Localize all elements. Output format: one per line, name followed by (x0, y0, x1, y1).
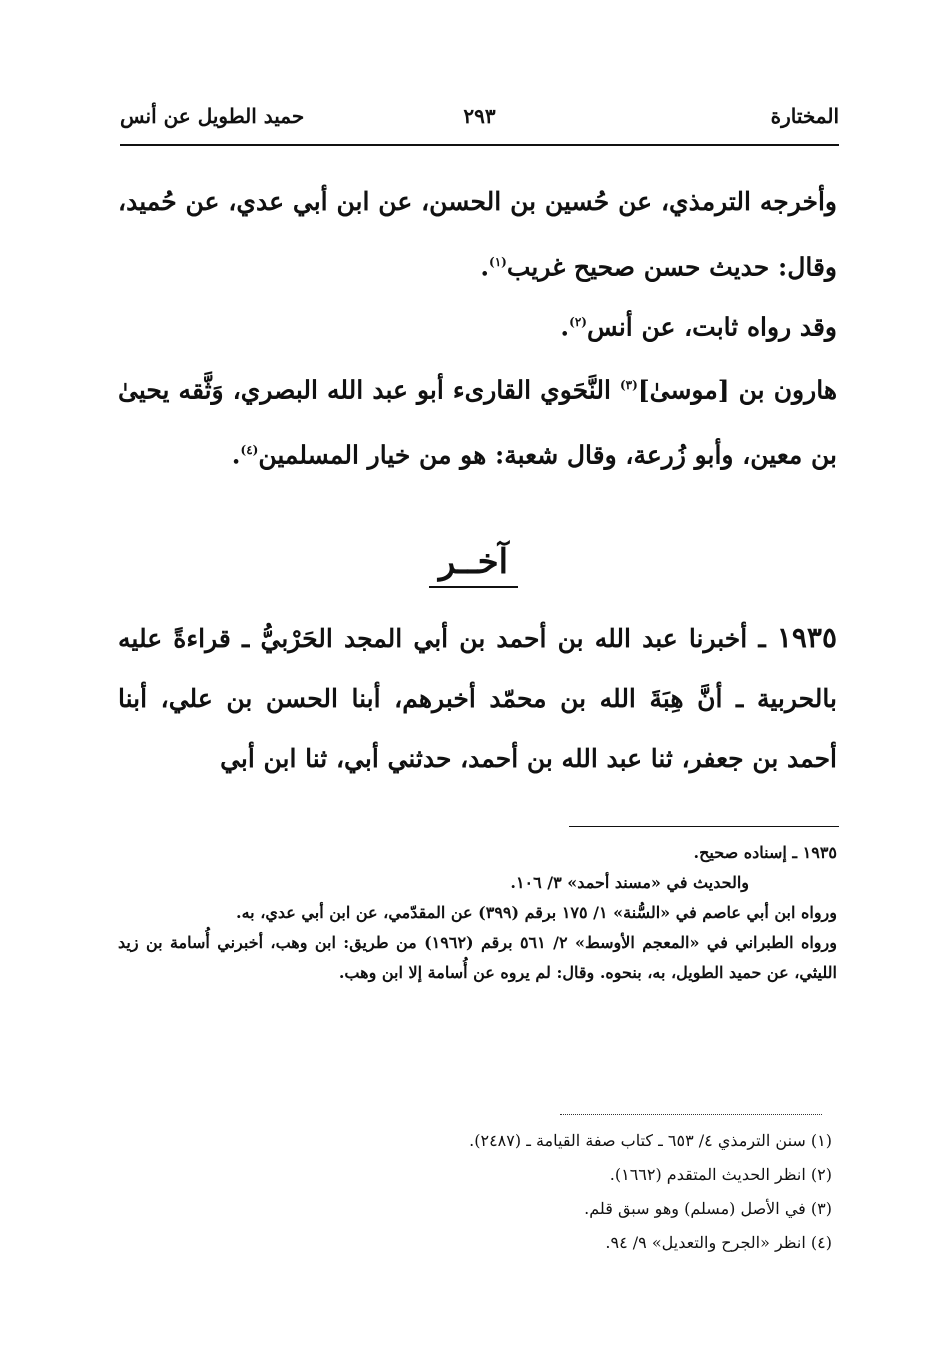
footnote-ref: (٤) (240, 443, 259, 458)
note-line: ورواه الطبراني في «المعجم الأوسط» ٢/ ٥٦١ برقم (١٩٦٢) من طريق: ابن وهب، أخبرني أُسامة بن زيد الليثي، عن حميد الطويل، به، بنحوه. وقال: لم يروه عن أُسامة إلا ابن وهب. (118, 933, 837, 982)
footnote: (٢) انظر الحديث المتقدم (١٦٦٢). (609, 1165, 832, 1184)
footnote-ref: (٢) (569, 315, 587, 329)
hadith-number: ١٩٣٥ (776, 621, 837, 654)
footnote-ref: (١) (489, 255, 507, 269)
paragraph-thabit (118, 292, 837, 357)
paragraph-text: هارون بن [موسىٰ] (637, 375, 838, 405)
section-title: حميد الطويل عن أنس (120, 104, 305, 128)
book-title: المختارة (770, 104, 839, 128)
punctuation: . (560, 312, 570, 342)
note-line: ورواه ابن أبي عاصم في «السُّنة» ١/ ١٧٥ برقم (٣٩٩) عن المقدّمي، عن ابن أبي عدي، به. (236, 903, 837, 922)
punctuation: . (480, 252, 490, 282)
footnote-ref: (٣) (619, 378, 638, 392)
section-heading (0, 542, 947, 588)
running-header (120, 100, 839, 146)
section-heading-text: آخــر (429, 542, 518, 588)
footnote: (٣) في الأصل (مسلم) وهو سبق قلم. (584, 1199, 832, 1218)
takhrij-notes (118, 838, 837, 988)
paragraph-tirmidhi (118, 172, 837, 297)
note-line: والحديث في «مسند أحمد» ٣/ ١٠٦. (510, 873, 749, 892)
hadith-paragraph (118, 608, 837, 789)
footnotes (300, 1124, 832, 1260)
footnotes-divider (560, 1114, 822, 1115)
hadith-text: ـ أخبرنا عبد الله بن أحمد بن أبي المجد الحَرْبيُّ ـ قراءةً عليه بالحربية ـ أنَّ هِبَةَ الله بن محمّد أخبرهم، أبنا الحسن بن علي، أبنا أحمد بن جعفر، ثنا عبد الله بن أحمد، حدثني أبي، ثنا ابن أبي (118, 624, 837, 773)
paragraph-text: وأخرجه الترمذي، عن حُسين بن الحسن، عن ابن أبي عدي، عن حُميد، وقال: حديث حسن صحيح غريب (118, 187, 837, 282)
paragraph-text: وقد رواه ثابت، عن أنس (586, 312, 837, 342)
footnote: (٤) انظر «الجرح والتعديل» ٩/ ٩٤. (605, 1233, 832, 1252)
paragraph-harun (118, 355, 837, 486)
footnote: (١) سنن الترمذي ٤/ ٦٥٣ ـ كتاب صفة القيامة ـ (٢٤٨٧). (469, 1131, 832, 1150)
paragraph-text: النَّحَوي القارىء أبو عبد الله البصري، وَثَّقه يحيىٰ بن معين، وأبو زُرعة، وقال شعبة: هو من خيار المسلمين (118, 375, 837, 470)
punctuation: . (231, 440, 241, 470)
note-line: ١٩٣٥ ـ إسناده صحيح. (693, 843, 837, 862)
page-number: ٢٩٣ (463, 104, 496, 128)
notes-divider (569, 826, 839, 827)
